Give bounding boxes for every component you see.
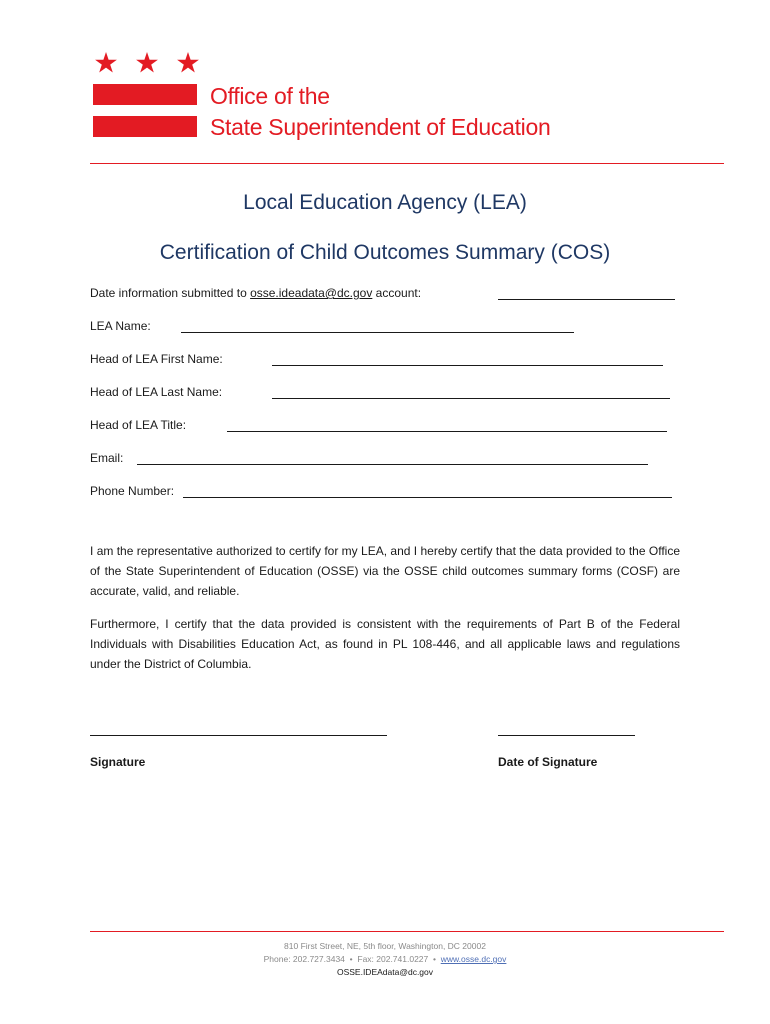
- header-divider: [90, 163, 724, 164]
- star-icon: [95, 52, 117, 73]
- lea-name-input[interactable]: [181, 332, 574, 333]
- bullet-separator: •: [433, 954, 436, 964]
- date-submitted-label: Date information submitted to osse.ideadata@dc.gov account:: [90, 286, 422, 300]
- bullet-separator: •: [349, 954, 353, 964]
- head-last-name-label: Head of LEA Last Name:: [90, 385, 223, 399]
- date-submitted-input[interactable]: [498, 299, 675, 300]
- signature-label: Signature: [90, 755, 146, 769]
- head-title-input[interactable]: [227, 431, 667, 432]
- signature-input[interactable]: [90, 735, 387, 736]
- phone-number-label: Phone Number:: [90, 484, 175, 498]
- page-title: Local Education Agency (LEA): [243, 191, 527, 214]
- footer-divider: [90, 931, 724, 932]
- signature-date-input[interactable]: [498, 735, 635, 736]
- email-label: Email:: [90, 451, 124, 465]
- head-last-name-input[interactable]: [272, 398, 670, 399]
- footer-website-link[interactable]: www.osse.dc.gov: [440, 954, 507, 964]
- star-icon: [136, 52, 158, 73]
- email-input[interactable]: [137, 464, 648, 465]
- page-subtitle: Certification of Child Outcomes Summary (COS): [159, 241, 611, 264]
- footer-phone: Phone: 202.727.3434: [263, 954, 345, 964]
- osse-email-link[interactable]: osse.ideadata@dc.gov: [250, 286, 373, 300]
- signature-date-label: Date of Signature: [498, 755, 598, 769]
- flag-bar-top: [93, 84, 197, 105]
- footer-address: 810 First Street, NE, 5th floor, Washington, DC 20002: [284, 941, 486, 951]
- head-first-name-input[interactable]: [272, 365, 663, 366]
- footer-email[interactable]: OSSE.IDEAdata@dc.gov: [336, 967, 434, 977]
- footer-contact: [0, 953, 770, 965]
- logo-text-line2: State Superintendent of Education: [210, 114, 551, 140]
- head-first-name-label: Head of LEA First Name:: [90, 352, 223, 366]
- star-icon: [177, 52, 199, 73]
- lea-name-label: LEA Name:: [90, 319, 151, 333]
- logo-text-line1: Office of the: [210, 83, 330, 109]
- footer-fax: Fax: 202.741.0227: [357, 954, 429, 964]
- flag-bar-bottom: [93, 116, 197, 137]
- head-title-label: Head of LEA Title:: [90, 418, 187, 432]
- certification-paragraph-2: Furthermore, I certify that the data provided is consistent with the requirements of Part B of the Federal Individuals with Disabilities Education Act, as found in PL 108-446, and all applicable laws and regulations under the District of Columbia.: [90, 617, 680, 671]
- certification-paragraph-1: I am the representative authorized to certify for my LEA, and I hereby certify that the data provided to the Office of the State Superintendent of Education (OSSE) via the OSSE child outcomes summary forms (COSF) are accurate, valid, and reliable.: [90, 544, 680, 598]
- phone-number-input[interactable]: [183, 497, 672, 498]
